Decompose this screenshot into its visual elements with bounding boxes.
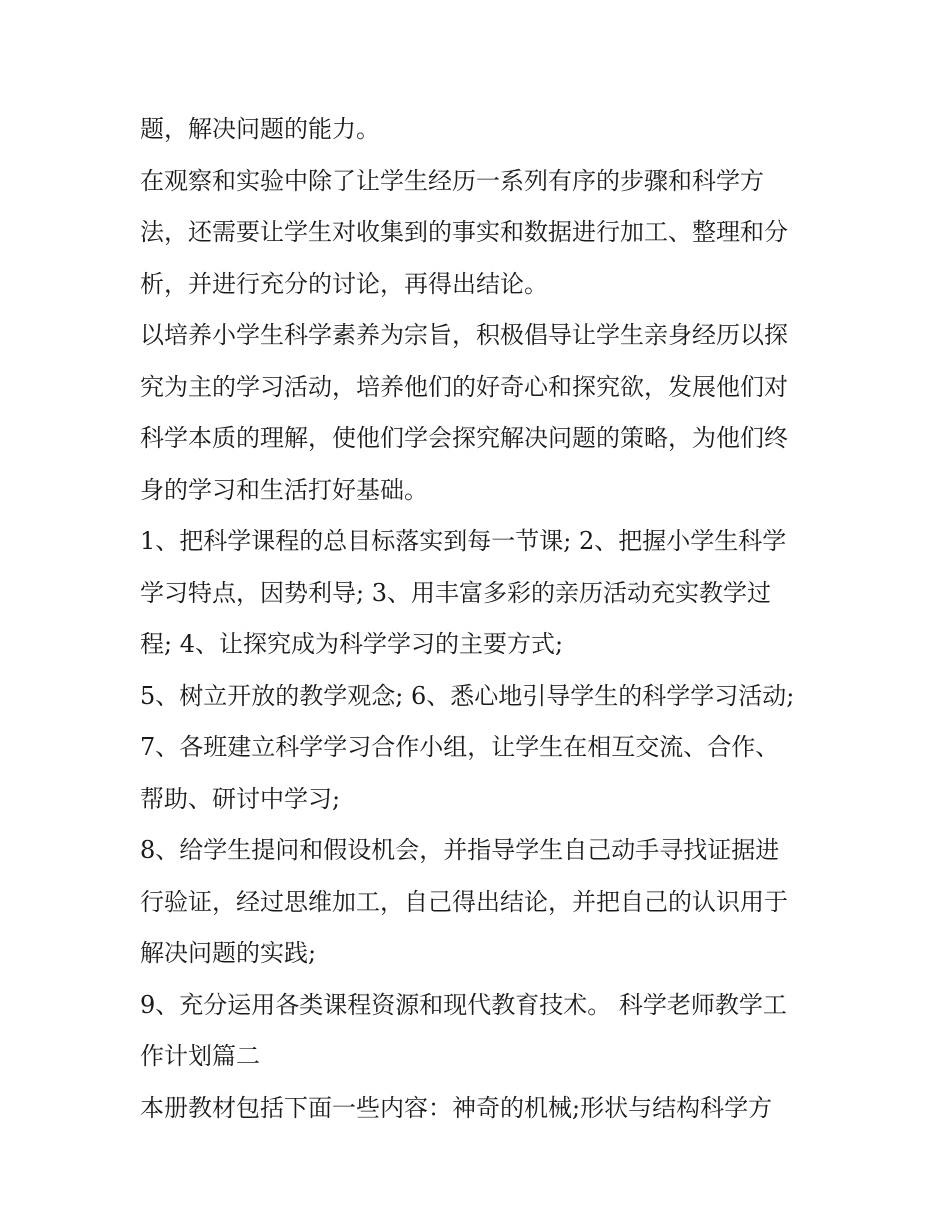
text-line: 7、各班建立科学学习合作小组，让学生在相互交流、合作、 <box>140 733 780 761</box>
document-body <box>140 107 830 1137</box>
text-line: 在观察和实验中除了让学生经历一系列有序的步骤和科学方 <box>140 166 764 195</box>
text-line: 题，解决问题的能力。 <box>140 115 380 143</box>
text-line: 9、充分运用各类课程资源和现代教育技术。 科学老师教学工 <box>140 990 787 1019</box>
text-line: 解决问题的实践; <box>140 939 317 967</box>
text-line: 1、把科学课程的总目标落实到每一节课; 2、把握小学生科学 <box>140 527 787 555</box>
text-line: 法，还需要让学生对收集到的事实和数据进行加工、整理和分 <box>140 218 788 246</box>
text-line: 5、树立开放的教学观念; 6、悉心地引导学生的科学学习活动; <box>140 681 795 710</box>
text-line: 本册教材包括下面一些内容：神奇的机械;形状与结构科学方 <box>140 1093 773 1122</box>
text-line: 以培养小学生科学素养为宗旨，积极倡导让学生亲身经历以探 <box>140 321 788 349</box>
text-line: 科学本质的理解，使他们学会探究解决问题的策略，为他们终 <box>140 424 788 452</box>
text-line: 学习特点，因势利导; 3、用丰富多彩的亲历活动充实教学过 <box>140 578 771 607</box>
text-line: 程; 4、让探究成为科学学习的主要方式; <box>140 630 564 658</box>
text-line: 作计划篇二 <box>140 1042 260 1070</box>
text-line: 身的学习和生活打好基础。 <box>140 475 428 504</box>
text-line: 究为主的学习活动，培养他们的好奇心和探究欲，发展他们对 <box>140 372 788 401</box>
text-line: 帮助、研讨中学习; <box>140 784 341 813</box>
text-line: 行验证，经过思维加工，自己得出结论，并把自己的认识用于 <box>140 887 788 916</box>
text-line: 析，并进行充分的讨论，再得出结论。 <box>140 269 548 298</box>
text-line: 8、给学生提问和假设机会，并指导学生自己动手寻找证据进 <box>140 836 780 864</box>
